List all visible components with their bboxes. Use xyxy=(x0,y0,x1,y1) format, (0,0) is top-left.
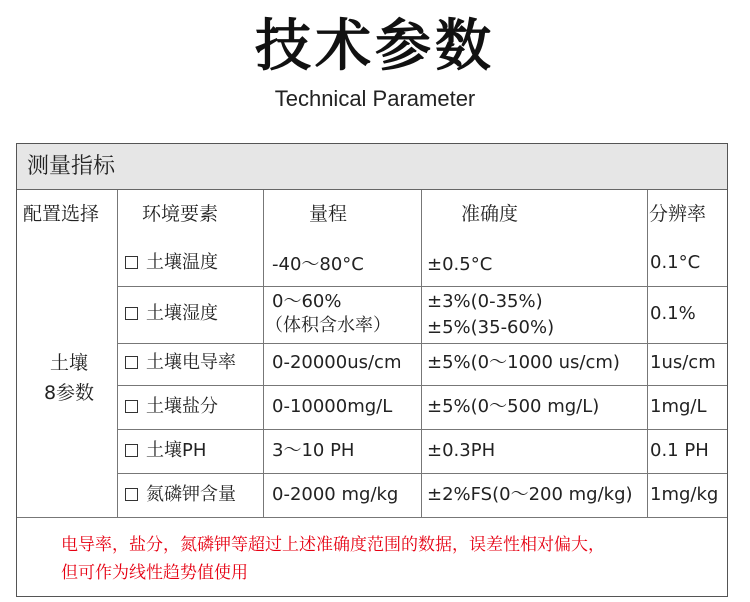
element-label: 氮磷钾含量 xyxy=(146,484,236,505)
element-label: 土壤PH xyxy=(146,440,207,461)
page-subtitle: Technical Parameter xyxy=(274,86,476,111)
parameter-table xyxy=(16,143,728,597)
checkbox[interactable] xyxy=(125,356,138,369)
range-value: 0-10000mg/L xyxy=(272,396,393,417)
footnote-line1: 电导率，盐分，氮磷钾等超过上述准确度范围的数据，误差性相对偏大， xyxy=(61,535,605,555)
resolution-value: 1mg/L xyxy=(650,396,707,417)
checkbox[interactable] xyxy=(125,400,138,413)
resolution-value: 0.1°C xyxy=(650,252,701,273)
checkbox[interactable] xyxy=(125,444,138,457)
table-row[interactable] xyxy=(125,439,206,463)
page-title: 技术参数 xyxy=(255,14,495,79)
accuracy-value: ±3%(0-35%) xyxy=(427,291,543,312)
resolution-value: 0.1 PH xyxy=(650,440,709,461)
table-row[interactable] xyxy=(125,395,218,419)
column-header-resolution: 分辨率 xyxy=(649,203,707,225)
element-label: 土壤盐分 xyxy=(146,396,218,417)
accuracy-value: ±5%(0～1000 us/cm) xyxy=(427,352,620,373)
element-label: 土壤湿度 xyxy=(146,303,218,324)
range-value: 0～60% xyxy=(272,291,342,312)
checkbox[interactable] xyxy=(125,256,138,269)
table-row[interactable] xyxy=(125,351,236,375)
table-row[interactable] xyxy=(125,251,218,275)
column-header-accuracy: 准确度 xyxy=(461,203,519,225)
range-value: 0-2000 mg/kg xyxy=(272,484,399,505)
range-value: 0-20000us/cm xyxy=(272,352,402,373)
accuracy-value: ±0.5°C xyxy=(427,254,493,275)
checkbox[interactable] xyxy=(125,488,138,501)
footnote xyxy=(61,531,711,587)
column-header-range: 量程 xyxy=(309,203,348,225)
config-label-line2: 8参数 xyxy=(43,382,95,404)
table-row[interactable] xyxy=(125,483,236,507)
footnote-line2: 但可作为线性趋势值使用 xyxy=(61,563,248,583)
resolution-value: 1mg/kg xyxy=(650,484,719,505)
section-title: 测量指标 xyxy=(17,144,727,190)
column-header-element: 环境要素 xyxy=(142,203,219,225)
element-label: 土壤电导率 xyxy=(146,352,236,373)
accuracy-value: ±5%(0～500 mg/L) xyxy=(427,396,600,417)
accuracy-value-2: ±5%(35-60%) xyxy=(427,317,555,338)
range-value-note: （体积含水率） xyxy=(265,315,391,336)
accuracy-value: ±0.3PH xyxy=(427,440,496,461)
checkbox[interactable] xyxy=(125,307,138,320)
resolution-value: 1us/cm xyxy=(650,352,716,373)
resolution-value: 0.1% xyxy=(650,303,696,324)
accuracy-value: ±2%FS(0～200 mg/kg) xyxy=(427,484,633,505)
table-row[interactable] xyxy=(125,302,218,326)
range-value: 3～10 PH xyxy=(272,440,355,461)
range-value: -40～80°C xyxy=(272,254,364,275)
element-label: 土壤温度 xyxy=(146,252,218,273)
column-header-config: 配置选择 xyxy=(23,203,100,225)
config-label-line1: 土壤 xyxy=(49,352,88,374)
